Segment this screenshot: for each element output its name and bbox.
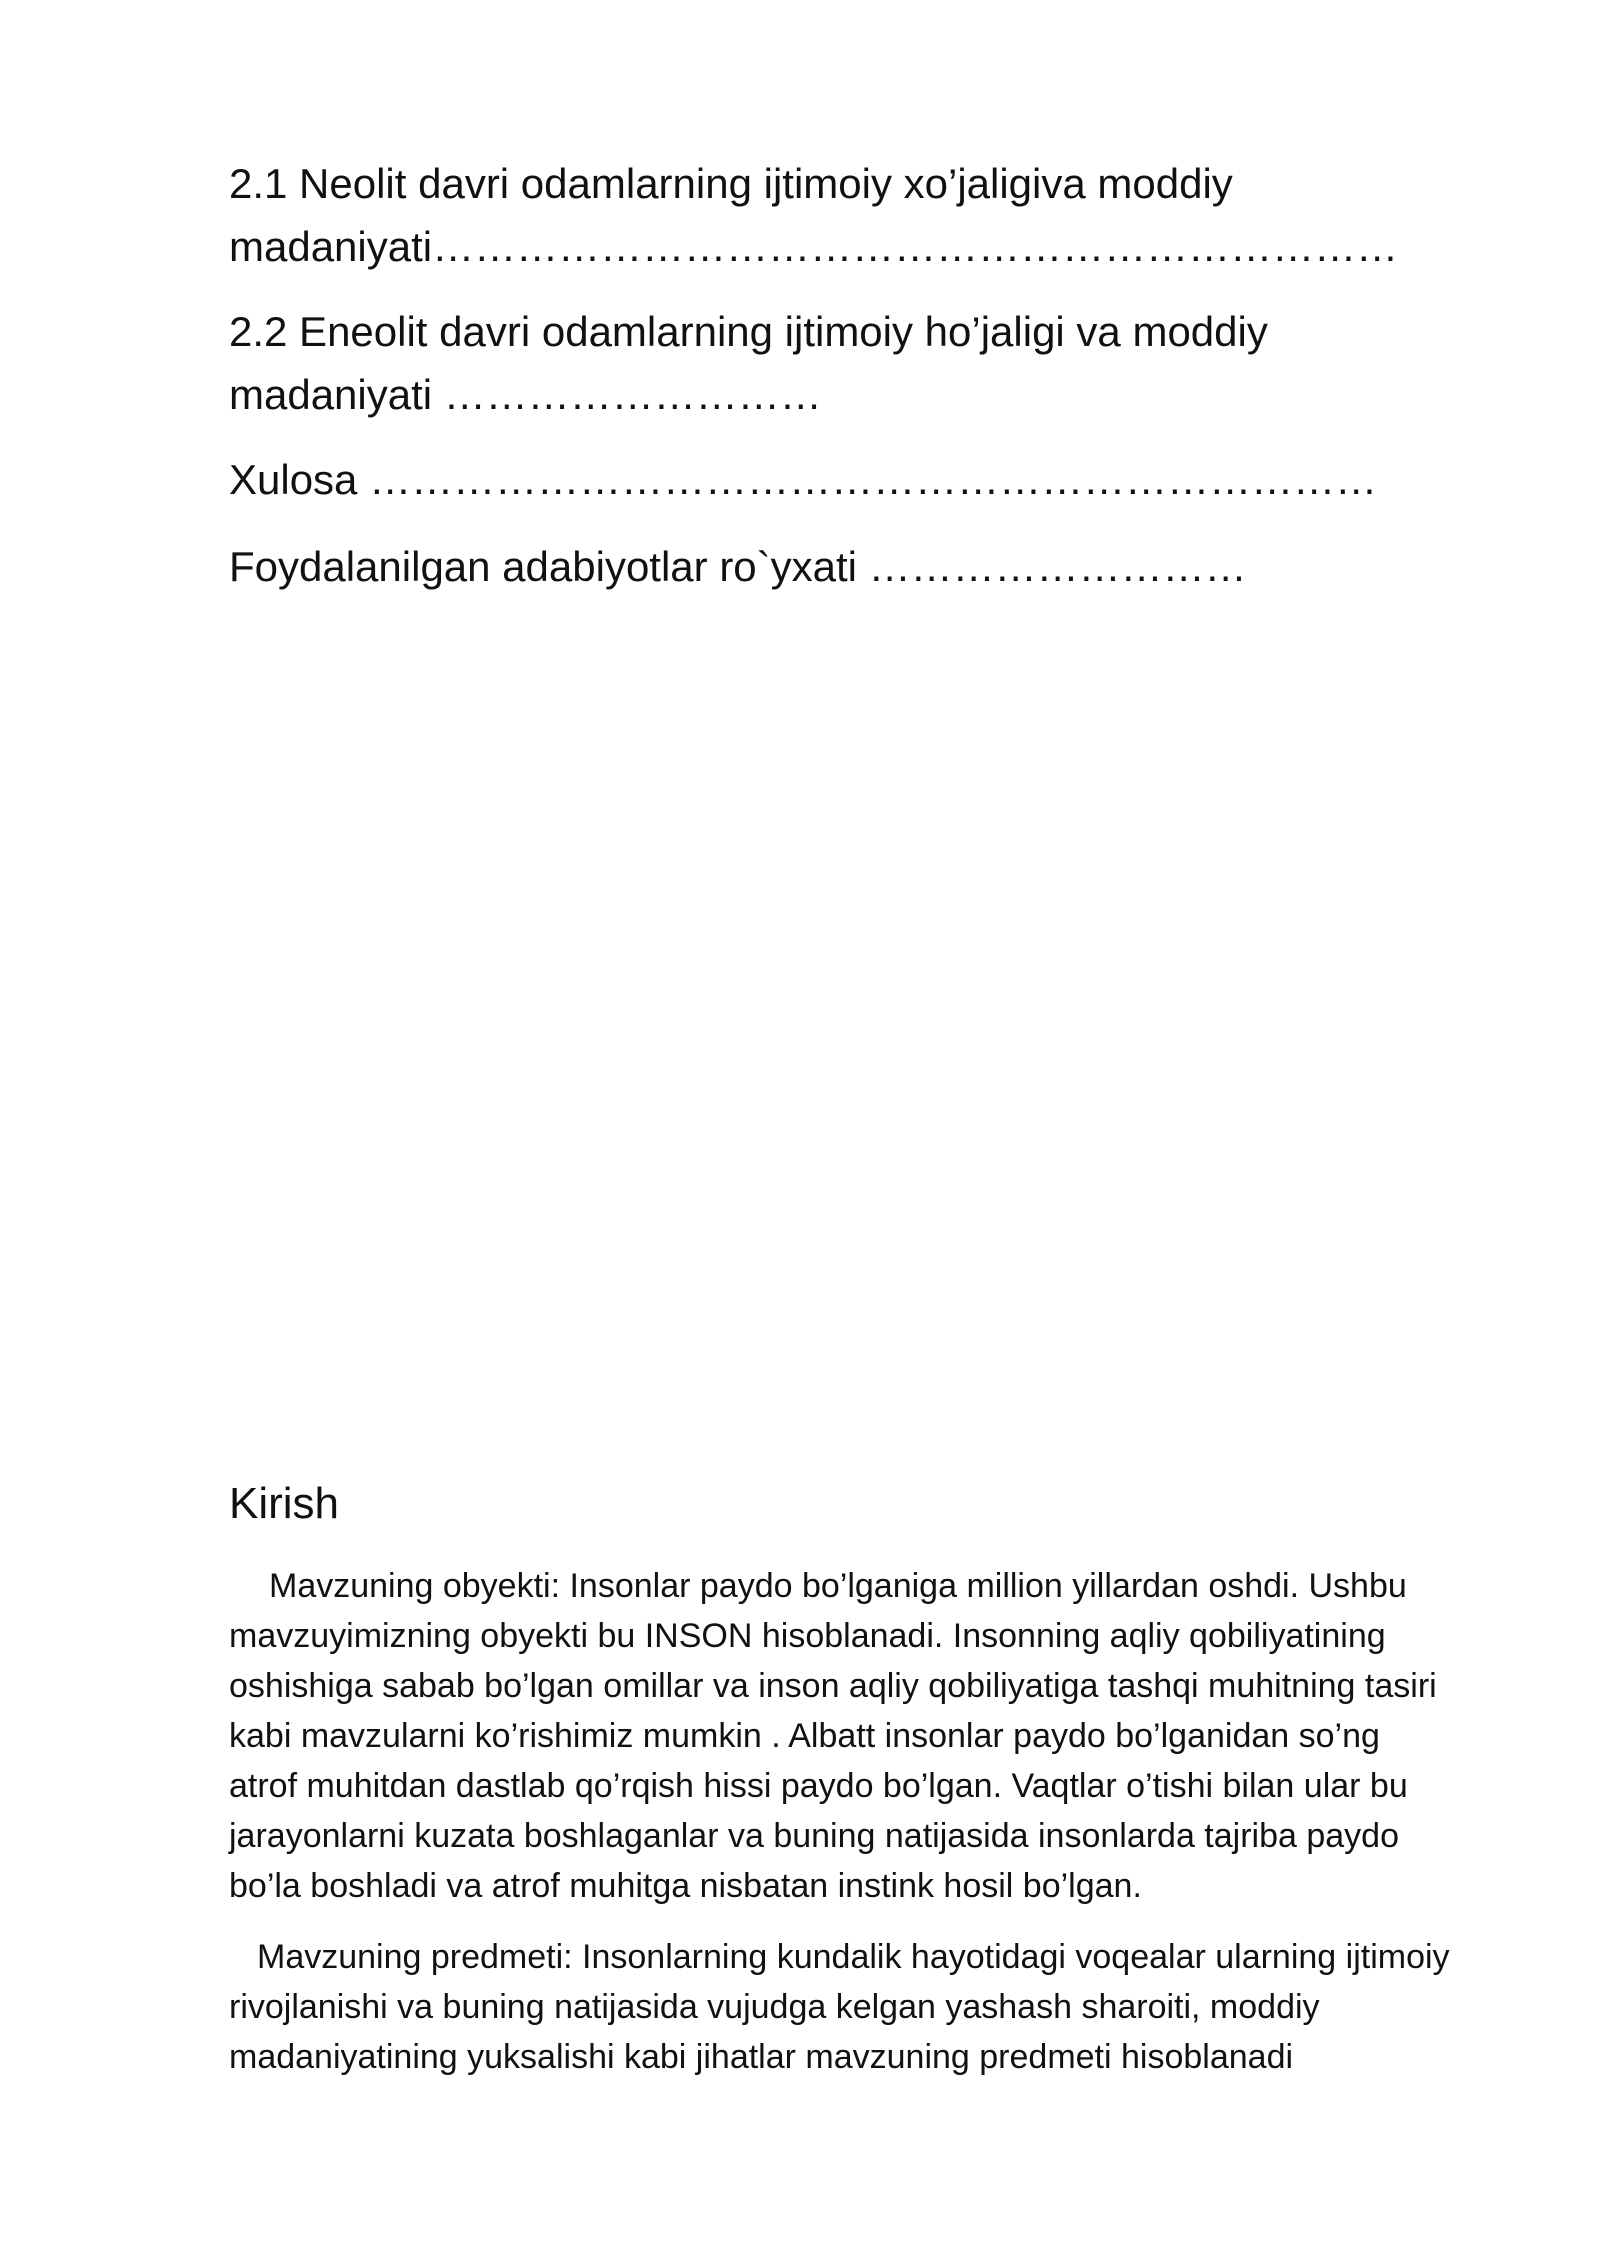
toc-entry-2-2: 2.2 Eneolit davri odamlarning ijtimoiy ho’jaligi va moddiy madaniyati ……………………… <box>229 308 1280 418</box>
paragraph-line: Mavzuning predmeti: Insonlarning kundalik hayotidagi voqealar ularning ijtimoiy <box>257 1938 1450 1976</box>
paragraph-line: atrof muhitdan dastlab qo’rqish hissi paydo bo’lgan. Vaqtlar o’tishi bilan ular bu <box>229 1767 1408 1805</box>
paragraph-line: jarayonlarni kuzata boshlaganlar va buning natijasida insonlarda tajriba paydo <box>229 1817 1399 1855</box>
paragraph-line: mavzuyimizning obyekti bu INSON hisoblanadi. Insonning aqliy qobiliyatining <box>229 1617 1386 1655</box>
paragraph-line: madaniyatining yuksalishi kabi jihatlar mavzuning predmeti hisoblanadi <box>229 2038 1294 2076</box>
section-heading-kirish: Kirish <box>229 1479 340 1528</box>
paragraph-object <box>229 1561 1494 1911</box>
toc-entry-references: Foydalanilgan adabiyotlar ro`yxati ……………………… <box>229 543 1247 590</box>
paragraph-line: kabi mavzularni ko’rishimiz mumkin . Albatt insonlar paydo bo’lganidan so’ng <box>229 1717 1380 1755</box>
paragraph-line: oshishiga sabab bo’lgan omillar va inson aqliy qobiliyatiga tashqi muhitning tasiri <box>229 1667 1437 1705</box>
paragraph-line: bo’la boshladi va atrof muhitga nisbatan instink hosil bo’lgan. <box>229 1867 1142 1905</box>
table-of-contents <box>229 152 1409 622</box>
paragraph-subject <box>229 1932 1494 2082</box>
paragraph-line: Mavzuning obyekti: Insonlar paydo bo’lganiga million yillardan oshdi. Ushbu <box>269 1567 1407 1605</box>
toc-entry-xulosa: Xulosa ……………………………………………………………… <box>229 456 1378 503</box>
toc-entry-2-1: 2.1 Neolit davri odamlarning ijtimoiy xo’jaligiva moddiy madaniyati…………………………………………………………… <box>229 160 1399 270</box>
paragraph-line: rivojlanishi va buning natijasida vujudga kelgan yashash sharoiti, moddiy <box>229 1988 1320 2026</box>
